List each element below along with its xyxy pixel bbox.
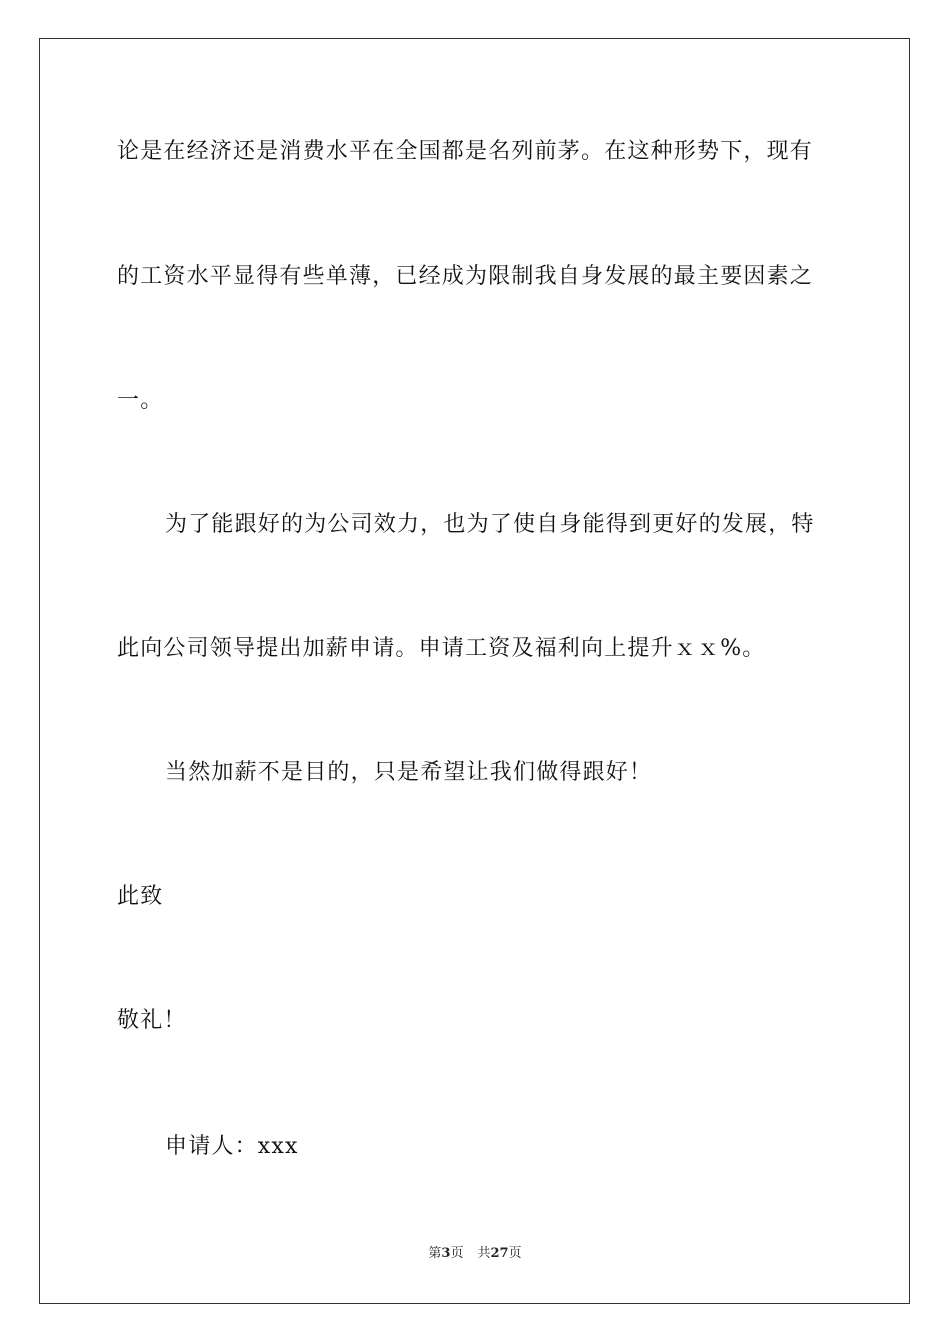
page-border <box>39 38 910 1304</box>
page-number: 3 <box>441 1246 451 1261</box>
body-line-5: 此向公司领导提出加薪申请。申请工资及福利向上提升ｘｘ%。 <box>117 636 766 661</box>
page-suffix: 页 <box>450 1246 464 1261</box>
page-prefix: 第 <box>428 1246 442 1261</box>
total-pages: 27 <box>490 1246 509 1261</box>
closing-salutation: 此致 <box>117 884 164 909</box>
total-suffix: 页 <box>508 1246 522 1261</box>
body-line-6: 当然加薪不是目的，只是希望让我们做得跟好！ <box>165 760 653 785</box>
body-line-3: 一。 <box>117 388 164 413</box>
page-footer <box>0 1245 950 1263</box>
total-prefix: 共 <box>477 1246 491 1261</box>
closing-regards: 敬礼！ <box>117 1008 187 1033</box>
body-line-4: 为了能跟好的为公司效力，也为了使自身能得到更好的发展，特 <box>165 512 815 537</box>
applicant-signature: 申请人：xxx <box>165 1134 299 1159</box>
body-line-2: 的工资水平显得有些单薄，已经成为限制我自身发展的最主要因素之 <box>117 264 814 289</box>
body-line-1: 论是在经济还是消费水平在全国都是名列前茅。在这种形势下，现有 <box>117 139 814 164</box>
